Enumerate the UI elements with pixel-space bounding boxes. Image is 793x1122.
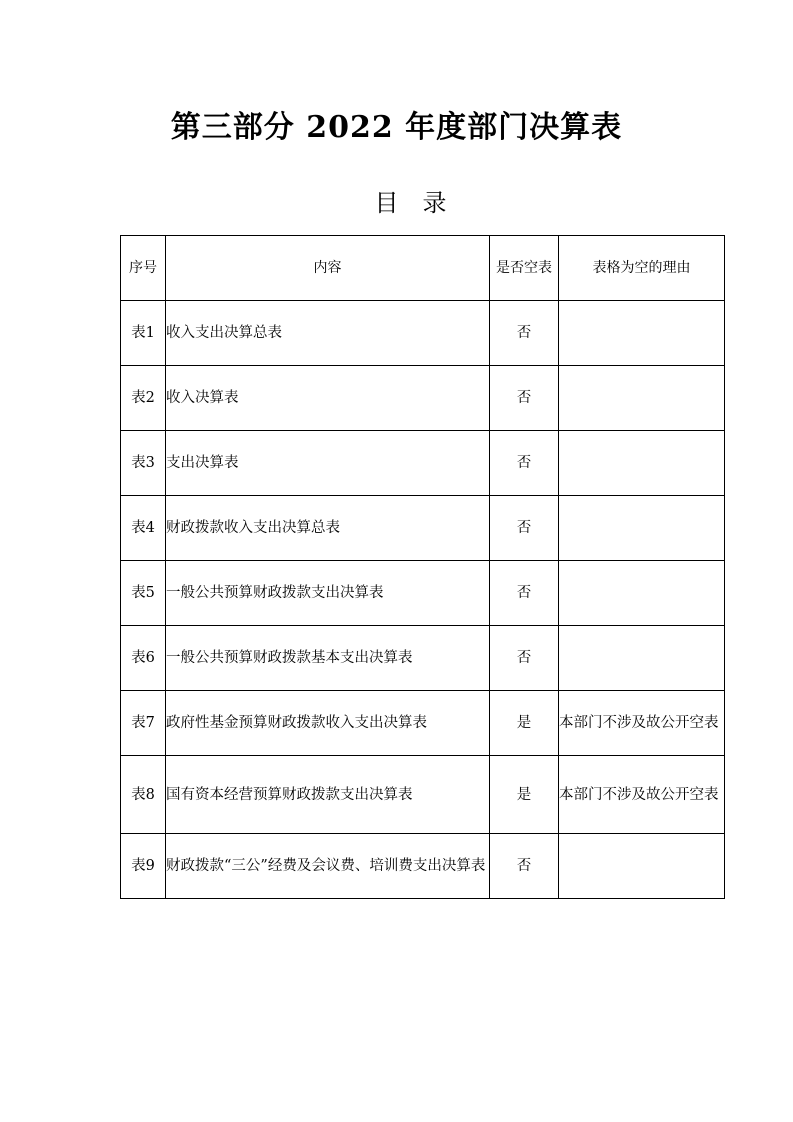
row-content: 一般公共预算财政拨款基本支出决算表	[166, 626, 490, 691]
row-is-empty: 否	[490, 301, 559, 366]
row-seq: 表9	[121, 834, 166, 899]
row-reason	[559, 301, 725, 366]
row-reason	[559, 496, 725, 561]
row-is-empty: 否	[490, 834, 559, 899]
row-seq: 表8	[121, 756, 166, 834]
table-row	[121, 834, 725, 899]
row-content: 支出决算表	[166, 431, 490, 496]
table-header-row	[121, 236, 725, 301]
toc-heading: 目录	[374, 189, 471, 217]
header-is-empty: 是否空表	[490, 236, 559, 301]
table-row	[121, 756, 725, 834]
row-is-empty: 否	[490, 626, 559, 691]
row-is-empty: 否	[490, 431, 559, 496]
row-seq: 表3	[121, 431, 166, 496]
row-seq: 表6	[121, 626, 166, 691]
row-is-empty: 否	[490, 496, 559, 561]
page-title: 第三部分 2022 年度部门决算表	[170, 110, 623, 145]
row-content: 收入支出决算总表	[166, 301, 490, 366]
row-is-empty: 是	[490, 756, 559, 834]
table-row	[121, 561, 725, 626]
row-seq: 表1	[121, 301, 166, 366]
table-row	[121, 496, 725, 561]
toc-table	[120, 235, 725, 899]
row-reason	[559, 431, 725, 496]
row-reason	[559, 626, 725, 691]
row-seq: 表5	[121, 561, 166, 626]
row-is-empty: 是	[490, 691, 559, 756]
row-seq: 表7	[121, 691, 166, 756]
row-content: 财政拨款收入支出决算总表	[166, 496, 490, 561]
header-seq: 序号	[121, 236, 166, 301]
table-row	[121, 301, 725, 366]
table-row	[121, 431, 725, 496]
row-content: 政府性基金预算财政拨款收入支出决算表	[166, 691, 490, 756]
table-row	[121, 366, 725, 431]
row-is-empty: 否	[490, 561, 559, 626]
row-reason	[559, 366, 725, 431]
row-reason: 本部门不涉及故公开空表	[559, 691, 725, 756]
row-is-empty: 否	[490, 366, 559, 431]
header-content: 内容	[166, 236, 490, 301]
row-reason	[559, 834, 725, 899]
header-reason: 表格为空的理由	[559, 236, 725, 301]
row-reason	[559, 561, 725, 626]
table-row	[121, 626, 725, 691]
row-seq: 表4	[121, 496, 166, 561]
row-content: 收入决算表	[166, 366, 490, 431]
row-content: 财政拨款“三公”经费及会议费、培训费支出决算表	[166, 834, 490, 899]
table-row	[121, 691, 725, 756]
row-content: 一般公共预算财政拨款支出决算表	[166, 561, 490, 626]
row-reason: 本部门不涉及故公开空表	[559, 756, 725, 834]
row-content: 国有资本经营预算财政拨款支出决算表	[166, 756, 490, 834]
row-seq: 表2	[121, 366, 166, 431]
